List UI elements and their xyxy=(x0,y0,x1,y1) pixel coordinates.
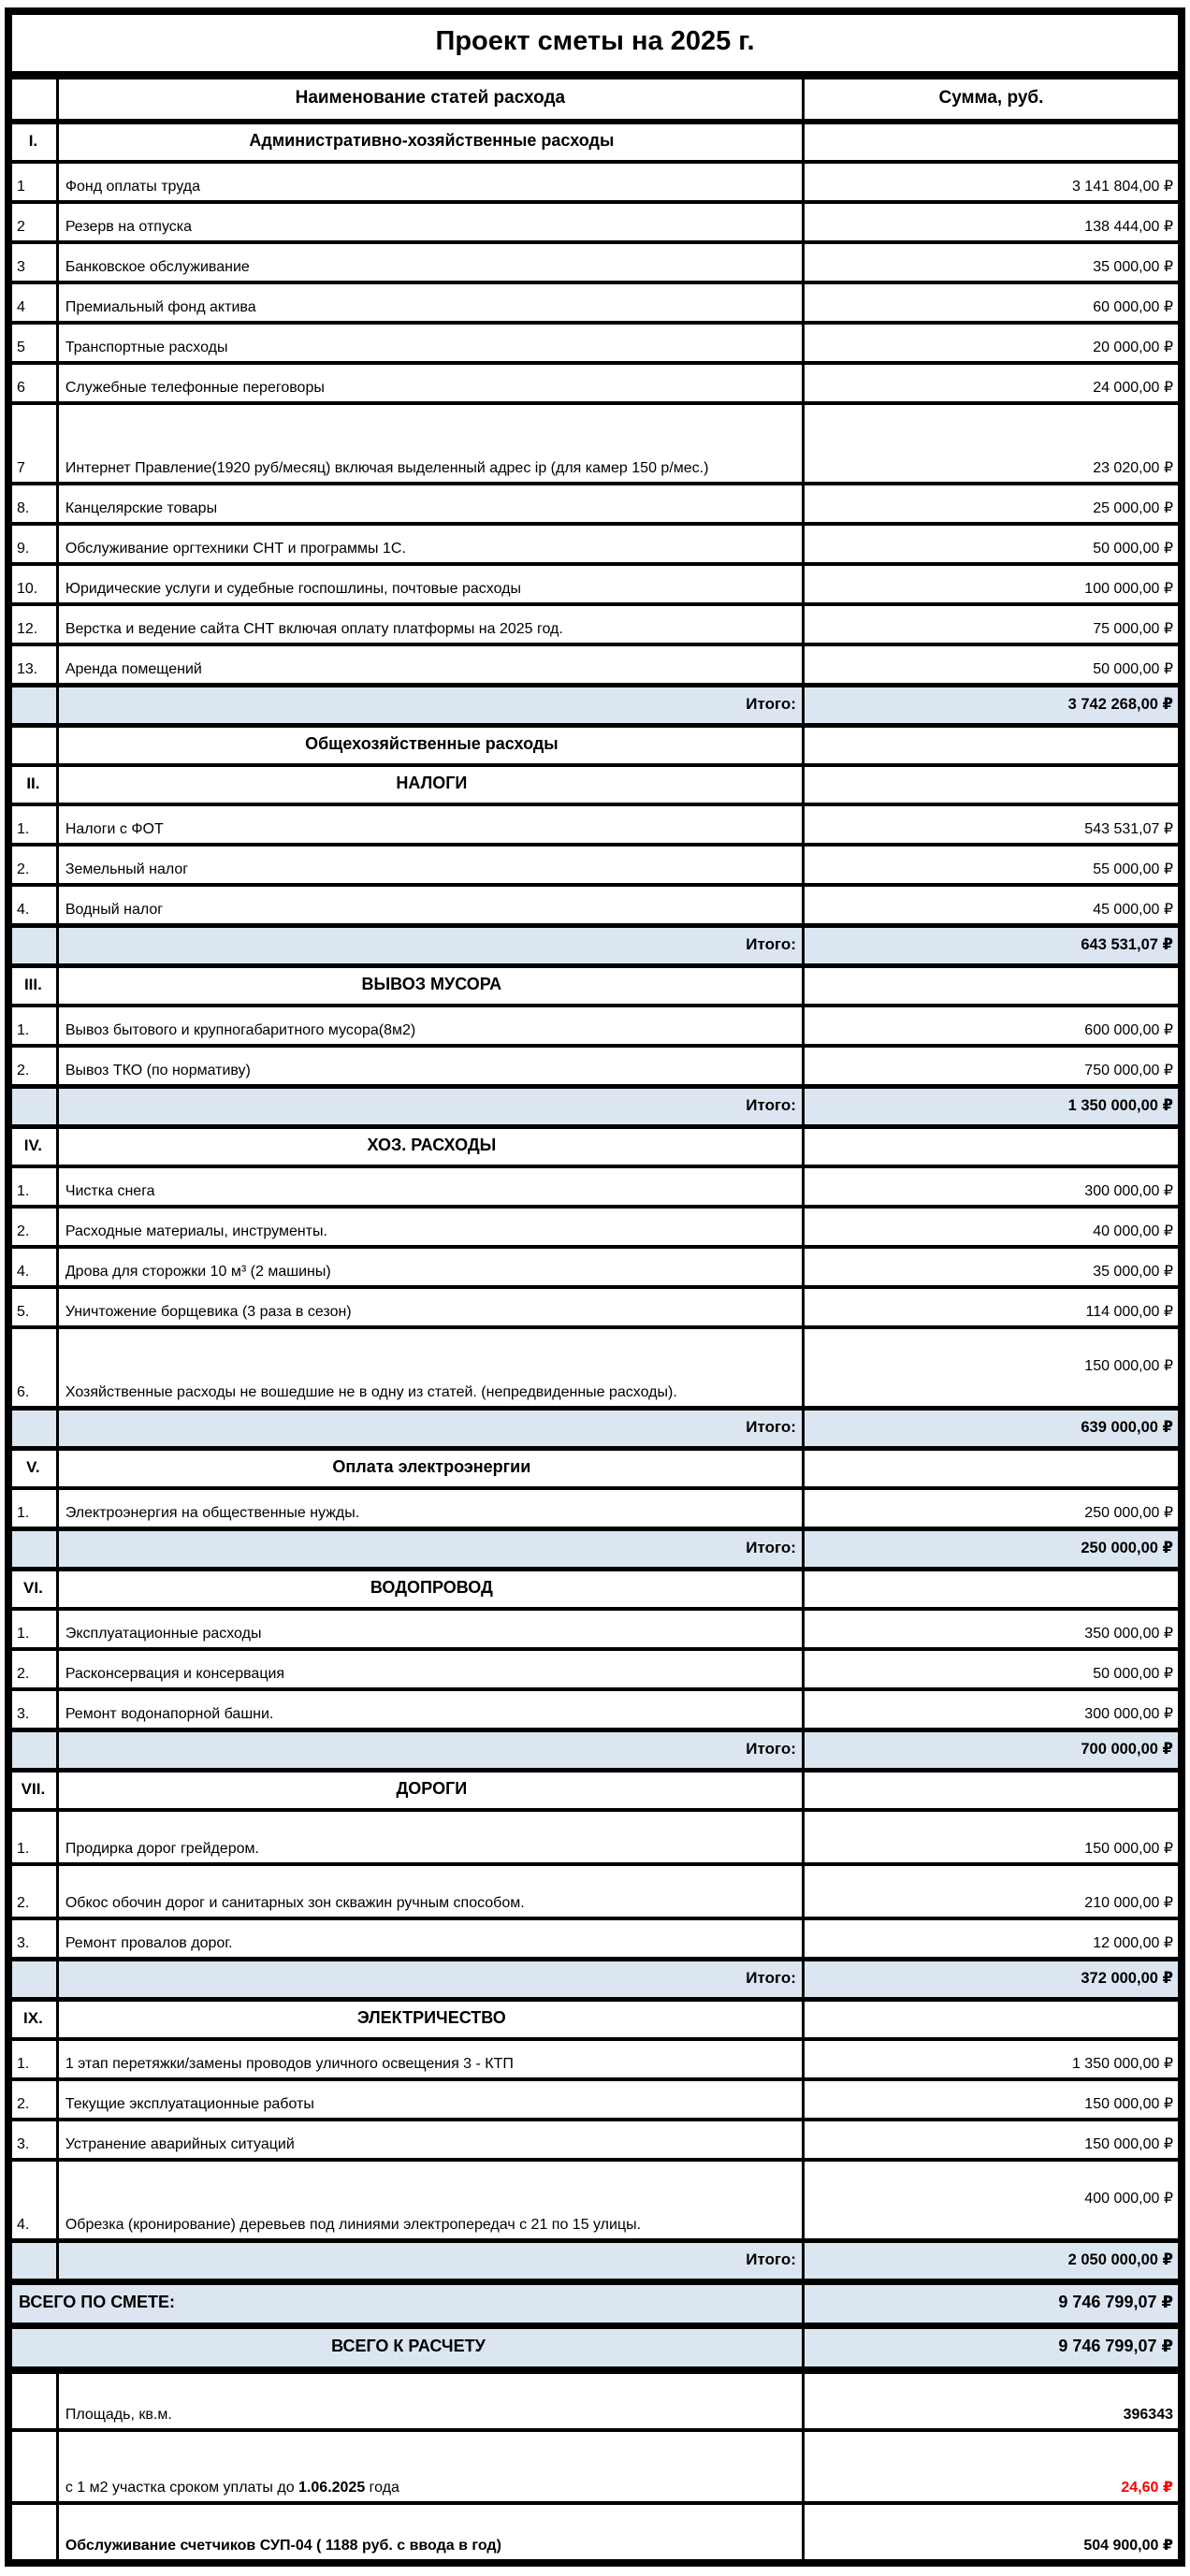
item-amount: 23 020,00 ₽ xyxy=(803,403,1182,484)
section-number: IV. xyxy=(8,1127,57,1167)
item-amount: 50 000,00 ₽ xyxy=(803,644,1182,686)
item-label: Хозяйственные расходы не вошедшие не в одну из статей. (непредвиденные расходы). xyxy=(57,1327,803,1409)
item-label: Устранение аварийных ситуаций xyxy=(57,2120,803,2160)
grand-total-label: ВСЕГО ПО СМЕТЕ: xyxy=(8,2282,803,2326)
table-row xyxy=(8,282,1182,323)
section-title: ВОДОПРОВОД xyxy=(57,1570,803,1610)
section-title: ЭЛЕКТРИЧЕСТВО xyxy=(57,2000,803,2040)
table-row xyxy=(8,1207,1182,1247)
table-row xyxy=(8,2079,1182,2120)
table-row xyxy=(8,1570,1182,1610)
table-row xyxy=(8,1166,1182,1207)
row-number: 1. xyxy=(8,1810,57,1864)
item-label: Расконсервация и консервация xyxy=(57,1649,803,1689)
table-row xyxy=(8,845,1182,885)
footer-label-part: с 1 м2 участка сроком уплаты до xyxy=(65,2480,299,2496)
row-number: 13. xyxy=(8,644,57,686)
table-row xyxy=(8,1689,1182,1730)
row-number: 1. xyxy=(8,1166,57,1207)
section-amount-empty xyxy=(803,966,1182,1006)
table-row xyxy=(8,1046,1182,1087)
table-row xyxy=(8,966,1182,1006)
footer-number-empty xyxy=(8,2430,57,2503)
row-number: 1. xyxy=(8,2039,57,2079)
total-number-empty xyxy=(8,686,57,726)
row-number: 1. xyxy=(8,1609,57,1649)
item-amount: 600 000,00 ₽ xyxy=(803,1006,1182,1046)
row-number: 8. xyxy=(8,484,57,524)
item-label: Вывоз ТКО (по нормативу) xyxy=(57,1046,803,1087)
footer-label: Обслуживание счетчиков СУП-04 ( 1188 руб. с ввода в год) xyxy=(57,2503,803,2563)
item-label: Обрезка (кронирование) деревьев под линиями электропередач с 21 по 15 улицы. xyxy=(57,2160,803,2241)
item-amount: 300 000,00 ₽ xyxy=(803,1166,1182,1207)
column-header-sum: Сумма, руб. xyxy=(803,76,1182,123)
item-amount: 250 000,00 ₽ xyxy=(803,1488,1182,1529)
table-row xyxy=(8,765,1182,804)
table-row xyxy=(8,202,1182,242)
table-row xyxy=(8,1960,1182,2000)
table-row xyxy=(8,726,1182,766)
item-label: Аренда помещений xyxy=(57,644,803,686)
footer-amount: 396343 xyxy=(803,2370,1182,2430)
table-row xyxy=(8,2370,1182,2430)
item-amount: 750 000,00 ₽ xyxy=(803,1046,1182,1087)
total-number-empty xyxy=(8,2241,57,2282)
row-number: 1. xyxy=(8,1006,57,1046)
table-row xyxy=(8,644,1182,686)
total-label: Итого: xyxy=(57,1960,803,2000)
row-number: 2. xyxy=(8,845,57,885)
section-number: II. xyxy=(8,765,57,804)
footer-label xyxy=(57,2430,803,2503)
title-row xyxy=(8,11,1182,76)
item-amount: 25 000,00 ₽ xyxy=(803,484,1182,524)
item-amount: 100 000,00 ₽ xyxy=(803,564,1182,604)
item-amount: 12 000,00 ₽ xyxy=(803,1918,1182,1960)
row-number: 1. xyxy=(8,804,57,845)
table-row xyxy=(8,122,1182,162)
item-label: Электроэнергия на общественные нужды. xyxy=(57,1488,803,1529)
table-row xyxy=(8,1918,1182,1960)
item-label: Резерв на отпуска xyxy=(57,202,803,242)
section-title: ХОЗ. РАСХОДЫ xyxy=(57,1127,803,1167)
footer-amount: 504 900,00 ₽ xyxy=(803,2503,1182,2563)
item-label: Вывоз бытового и крупногабаритного мусора(8м2) xyxy=(57,1006,803,1046)
table-row xyxy=(8,162,1182,202)
total-label: Итого: xyxy=(57,1409,803,1449)
item-label: Фонд оплаты труда xyxy=(57,162,803,202)
table-row xyxy=(8,1409,1182,1449)
item-amount: 45 000,00 ₽ xyxy=(803,885,1182,926)
table-row xyxy=(8,1864,1182,1918)
table-row xyxy=(8,804,1182,845)
total-number-empty xyxy=(8,1529,57,1570)
item-label: Транспортные расходы xyxy=(57,323,803,363)
section-title: ВЫВОЗ МУСОРА xyxy=(57,966,803,1006)
total-amount: 700 000,00 ₽ xyxy=(803,1730,1182,1771)
row-number: 4 xyxy=(8,282,57,323)
section-number xyxy=(8,726,57,766)
item-label: Банковское обслуживание xyxy=(57,242,803,282)
row-number: 3. xyxy=(8,2120,57,2160)
column-header-name: Наименование статей расхода xyxy=(57,76,803,123)
row-number: 5. xyxy=(8,1287,57,1327)
row-number: 9. xyxy=(8,524,57,564)
row-number: 4. xyxy=(8,885,57,926)
section-amount-empty xyxy=(803,2000,1182,2040)
total-amount: 639 000,00 ₽ xyxy=(803,1409,1182,1449)
item-label: Дрова для сторожки 10 м³ (2 машины) xyxy=(57,1247,803,1287)
section-amount-empty xyxy=(803,1127,1182,1167)
row-number: 3. xyxy=(8,1918,57,1960)
row-number: 2. xyxy=(8,2079,57,2120)
table-row xyxy=(8,1127,1182,1167)
section-number: VII. xyxy=(8,1771,57,1811)
item-amount: 210 000,00 ₽ xyxy=(803,1864,1182,1918)
item-label: Налоги с ФОТ xyxy=(57,804,803,845)
row-number: 3 xyxy=(8,242,57,282)
item-amount: 150 000,00 ₽ xyxy=(803,1327,1182,1409)
item-amount: 1 350 000,00 ₽ xyxy=(803,2039,1182,2079)
item-amount: 50 000,00 ₽ xyxy=(803,1649,1182,1689)
row-number: 2. xyxy=(8,1864,57,1918)
table-body xyxy=(8,122,1182,2563)
row-number: 1 xyxy=(8,162,57,202)
section-title: ДОРОГИ xyxy=(57,1771,803,1811)
grand-total-amount: 9 746 799,07 ₽ xyxy=(803,2326,1182,2371)
total-amount: 2 050 000,00 ₽ xyxy=(803,2241,1182,2282)
section-amount-empty xyxy=(803,726,1182,766)
footer-label-part: 1.06.2025 xyxy=(298,2480,366,2496)
row-number: 4. xyxy=(8,2160,57,2241)
item-amount: 150 000,00 ₽ xyxy=(803,2120,1182,2160)
item-amount: 55 000,00 ₽ xyxy=(803,845,1182,885)
total-label: Итого: xyxy=(57,1730,803,1771)
table-row xyxy=(8,1609,1182,1649)
table-row xyxy=(8,1449,1182,1489)
total-number-empty xyxy=(8,926,57,966)
column-header-row xyxy=(8,76,1182,123)
footer-number-empty xyxy=(8,2503,57,2563)
row-number: 2. xyxy=(8,1046,57,1087)
section-amount-empty xyxy=(803,1771,1182,1811)
item-amount: 50 000,00 ₽ xyxy=(803,524,1182,564)
item-label: Расходные материалы, инструменты. xyxy=(57,1207,803,1247)
item-amount: 150 000,00 ₽ xyxy=(803,2079,1182,2120)
table-row xyxy=(8,2326,1182,2371)
table-row xyxy=(8,524,1182,564)
footer-label-part: года xyxy=(365,2480,399,2496)
grand-total-label: ВСЕГО К РАСЧЕТУ xyxy=(8,2326,803,2371)
table-row xyxy=(8,926,1182,966)
item-label: Чистка снега xyxy=(57,1166,803,1207)
total-label: Итого: xyxy=(57,1087,803,1127)
table-row xyxy=(8,1327,1182,1409)
item-amount: 114 000,00 ₽ xyxy=(803,1287,1182,1327)
total-amount: 643 531,07 ₽ xyxy=(803,926,1182,966)
item-amount: 40 000,00 ₽ xyxy=(803,1207,1182,1247)
item-label: Эксплуатационные расходы xyxy=(57,1609,803,1649)
item-amount: 400 000,00 ₽ xyxy=(803,2160,1182,2241)
item-label: Обкос обочин дорог и санитарных зон скважин ручным способом. xyxy=(57,1864,803,1918)
section-number: I. xyxy=(8,122,57,162)
item-label: Уничтожение борщевика (3 раза в сезон) xyxy=(57,1287,803,1327)
section-amount-empty xyxy=(803,765,1182,804)
row-number: 7 xyxy=(8,403,57,484)
item-label: Продирка дорог грейдером. xyxy=(57,1810,803,1864)
row-number: 2. xyxy=(8,1207,57,1247)
table-row xyxy=(8,2503,1182,2563)
item-amount: 543 531,07 ₽ xyxy=(803,804,1182,845)
total-number-empty xyxy=(8,1087,57,1127)
table-row xyxy=(8,1006,1182,1046)
item-label: Ремонт провалов дорог. xyxy=(57,1918,803,1960)
table-row xyxy=(8,1488,1182,1529)
budget-estimate-sheet xyxy=(5,7,1185,2567)
row-number: 5 xyxy=(8,323,57,363)
section-title: Административно-хозяйственные расходы xyxy=(57,122,803,162)
item-amount: 35 000,00 ₽ xyxy=(803,1247,1182,1287)
table-row xyxy=(8,2039,1182,2079)
table-row xyxy=(8,2241,1182,2282)
row-number: 1. xyxy=(8,1488,57,1529)
footer-amount: 24,60 ₽ xyxy=(803,2430,1182,2503)
total-amount: 372 000,00 ₽ xyxy=(803,1960,1182,2000)
table-row xyxy=(8,2000,1182,2040)
table-row xyxy=(8,323,1182,363)
section-amount-empty xyxy=(803,1570,1182,1610)
item-amount: 150 000,00 ₽ xyxy=(803,1810,1182,1864)
table-row xyxy=(8,1529,1182,1570)
footer-label: Площадь, кв.м. xyxy=(57,2370,803,2430)
section-number: III. xyxy=(8,966,57,1006)
item-label: Земельный налог xyxy=(57,845,803,885)
section-title: НАЛОГИ xyxy=(57,765,803,804)
total-amount: 3 742 268,00 ₽ xyxy=(803,686,1182,726)
section-number: V. xyxy=(8,1449,57,1489)
table-row xyxy=(8,1247,1182,1287)
estimate-table xyxy=(5,7,1185,2567)
total-label: Итого: xyxy=(57,926,803,966)
table-row xyxy=(8,1810,1182,1864)
row-number: 10. xyxy=(8,564,57,604)
row-number: 4. xyxy=(8,1247,57,1287)
grand-total-amount: 9 746 799,07 ₽ xyxy=(803,2282,1182,2326)
row-number: 2. xyxy=(8,1649,57,1689)
item-amount: 20 000,00 ₽ xyxy=(803,323,1182,363)
table-row xyxy=(8,1730,1182,1771)
row-number: 2 xyxy=(8,202,57,242)
item-label: Верстка и ведение сайта СНТ включая оплату платформы на 2025 год. xyxy=(57,604,803,644)
section-number: VI. xyxy=(8,1570,57,1610)
row-number: 12. xyxy=(8,604,57,644)
item-label: Юридические услуги и судебные госпошлины, почтовые расходы xyxy=(57,564,803,604)
total-number-empty xyxy=(8,1409,57,1449)
table-row xyxy=(8,2120,1182,2160)
item-label: Ремонт водонапорной башни. xyxy=(57,1689,803,1730)
item-amount: 138 444,00 ₽ xyxy=(803,202,1182,242)
table-row xyxy=(8,1649,1182,1689)
item-amount: 350 000,00 ₽ xyxy=(803,1609,1182,1649)
row-number: 6. xyxy=(8,1327,57,1409)
item-amount: 24 000,00 ₽ xyxy=(803,363,1182,403)
row-number: 6 xyxy=(8,363,57,403)
total-label: Итого: xyxy=(57,1529,803,1570)
table-row xyxy=(8,363,1182,403)
table-row xyxy=(8,1771,1182,1811)
item-amount: 75 000,00 ₽ xyxy=(803,604,1182,644)
table-row xyxy=(8,484,1182,524)
item-label: Канцелярские товары xyxy=(57,484,803,524)
section-title: Оплата электроэнергии xyxy=(57,1449,803,1489)
item-label: Премиальный фонд актива xyxy=(57,282,803,323)
section-amount-empty xyxy=(803,1449,1182,1489)
item-label: Текущие эксплуатационные работы xyxy=(57,2079,803,2120)
section-amount-empty xyxy=(803,122,1182,162)
table-row xyxy=(8,604,1182,644)
table-row xyxy=(8,686,1182,726)
section-number: IX. xyxy=(8,2000,57,2040)
item-amount: 35 000,00 ₽ xyxy=(803,242,1182,282)
table-row xyxy=(8,1287,1182,1327)
table-row xyxy=(8,564,1182,604)
table-row xyxy=(8,2160,1182,2241)
total-label: Итого: xyxy=(57,2241,803,2282)
item-label: 1 этап перетяжки/замены проводов уличного освещения 3 - КТП xyxy=(57,2039,803,2079)
section-title: Общехозяйственные расходы xyxy=(57,726,803,766)
item-label: Водный налог xyxy=(57,885,803,926)
total-number-empty xyxy=(8,1730,57,1771)
total-number-empty xyxy=(8,1960,57,2000)
table-row xyxy=(8,2282,1182,2326)
total-amount: 250 000,00 ₽ xyxy=(803,1529,1182,1570)
table-row xyxy=(8,885,1182,926)
total-label: Итого: xyxy=(57,686,803,726)
item-label: Интернет Правление(1920 руб/месяц) включая выделенный адрес ip (для камер 150 р/мес.) xyxy=(57,403,803,484)
table-row xyxy=(8,2430,1182,2503)
header-number-cell xyxy=(8,76,57,123)
table-row xyxy=(8,403,1182,484)
item-label: Обслуживание оргтехники СНТ и программы 1С. xyxy=(57,524,803,564)
item-amount: 3 141 804,00 ₽ xyxy=(803,162,1182,202)
table-row xyxy=(8,1087,1182,1127)
row-number: 3. xyxy=(8,1689,57,1730)
total-amount: 1 350 000,00 ₽ xyxy=(803,1087,1182,1127)
page-title: Проект сметы на 2025 г. xyxy=(8,11,1182,76)
item-amount: 300 000,00 ₽ xyxy=(803,1689,1182,1730)
table-row xyxy=(8,242,1182,282)
footer-number-empty xyxy=(8,2370,57,2430)
item-label: Служебные телефонные переговоры xyxy=(57,363,803,403)
item-amount: 60 000,00 ₽ xyxy=(803,282,1182,323)
